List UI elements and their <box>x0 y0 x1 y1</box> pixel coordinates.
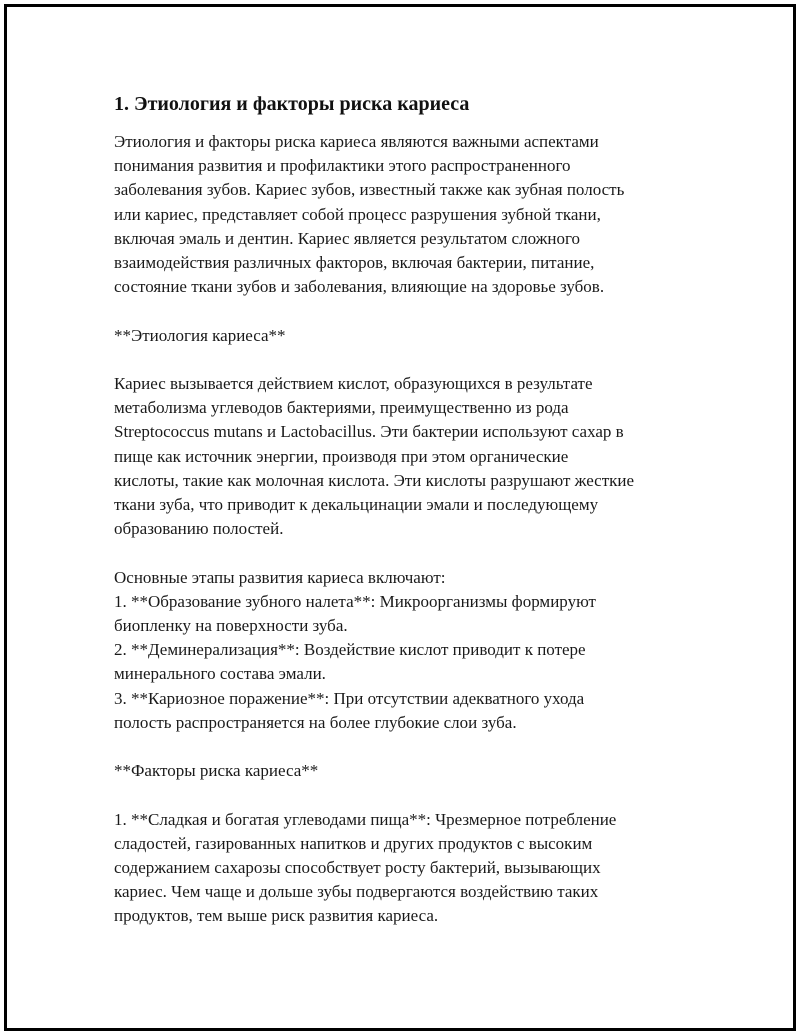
paragraph-spacer <box>114 299 694 323</box>
paragraph-spacer <box>114 735 694 759</box>
stages-list: Основные этапы развития кариеса включают: 1. **Образование зубного налета**: Микроорганизмы формируют биопленку на поверхности зуба. 2. **Деминерализация**: Воздействие кислот приводит к потере минерального состава эмали. 3. **Кариозное поражение**: При отсутствии адекватного ухода полость распространяется на более глубокие слои зуба. <box>114 567 596 732</box>
etiology-paragraph: Кариес вызывается действием кислот, образующихся в результате метаболизма углеводов бактериями, преимущественно из рода Streptococcus mutans и Lactobacillus. Эти бактерии используют сахар в пище как источник энергии, производя при этом органические кислоты, такие как молочная кислота. Эти кислоты разрушают жесткие ткани зуба, что приводит к декальцинации эмали и последующему образованию полостей. <box>114 374 635 539</box>
document-title: 1. Этиология и факторы риска кариеса <box>114 93 470 115</box>
paragraph-spacer <box>114 783 694 807</box>
risk-factors-heading: **Факторы риска кариеса** <box>114 761 319 781</box>
risk-factor-item: 1. **Сладкая и богатая углеводами пища**: Чрезмерное потребление сладостей, газированных напитков и других продуктов с высоким содержанием сахарозы способствует росту бактерий, вызывающих кариес. Чем чаще и дольше зубы подвергаются воздействию таких продуктов, тем выше риск развития кариеса. <box>114 809 617 926</box>
etiology-heading: **Этиология кариеса** <box>114 325 286 345</box>
document-body <box>114 92 694 929</box>
intro-paragraph: Этиология и факторы риска кариеса являются важными аспектами понимания развития и профилактики этого распространенного заболевания зубов. Кариес зубов, известный также как зубная полость или кариес, представляет собой процесс разрушения зубной ткани, включая эмаль и дентин. Кариес является результатом сложного взаимодействия различных факторов, включая бактерии, питание, состояние ткани зубов и заболевания, влияющие на здоровье зубов. <box>114 132 625 297</box>
paragraph-spacer <box>114 348 694 372</box>
paragraph-spacer <box>114 541 694 565</box>
